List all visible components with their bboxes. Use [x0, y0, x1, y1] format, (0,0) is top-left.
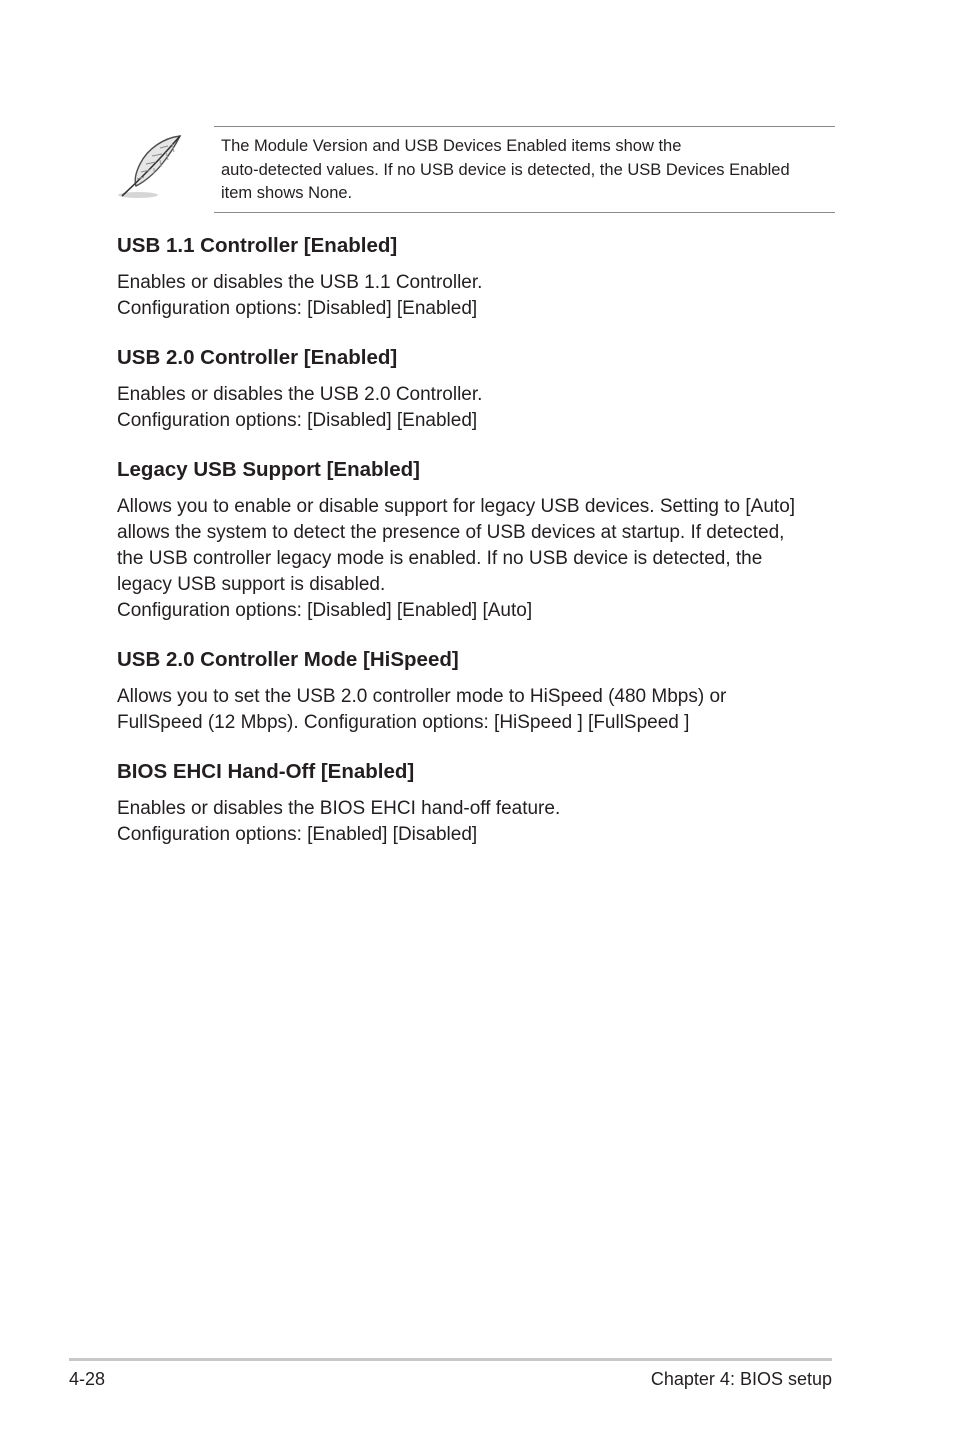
page-footer [69, 1358, 832, 1401]
note-line: auto-detected values. If no USB device is detected, the USB Devices Enabled [221, 160, 790, 179]
body-line: Configuration options: [Disabled] [Enabled] [117, 410, 478, 431]
body-line: legacy USB support is disabled. [117, 574, 386, 595]
section-body [117, 382, 837, 434]
section-body [117, 494, 837, 624]
body-line: allows the system to detect the presence of USB devices at startup. If detected, [117, 522, 785, 543]
main-content [117, 230, 837, 868]
body-line: Enables or disables the BIOS EHCI hand-off feature. [117, 798, 561, 819]
page-number: 4-28 [69, 1369, 106, 1389]
body-line: the USB controller legacy mode is enabled. If no USB device is detected, the [117, 548, 763, 569]
section-usb20-controller [117, 342, 837, 434]
section-body [117, 684, 837, 736]
body-line: Enables or disables the USB 2.0 Controller. [117, 384, 483, 405]
section-usb11-controller [117, 230, 837, 322]
section-legacy-usb-support [117, 454, 837, 624]
body-line: FullSpeed (12 Mbps). Configuration options: [HiSpeed ] [FullSpeed ] [117, 712, 690, 733]
note-callout [110, 126, 835, 213]
section-title: USB 2.0 Controller [Enabled] [117, 346, 398, 369]
section-title: BIOS EHCI Hand-Off [Enabled] [117, 760, 415, 783]
section-title: USB 1.1 Controller [Enabled] [117, 234, 398, 257]
section-body [117, 796, 837, 848]
body-line: Configuration options: [Disabled] [Enabled] [117, 298, 478, 319]
body-line: Configuration options: [Disabled] [Enabled] [Auto] [117, 600, 533, 621]
section-bios-ehci-hand-off [117, 756, 837, 848]
note-text [221, 135, 831, 206]
note-line: The Module Version and USB Devices Enabled items show the [221, 137, 682, 155]
quill-pen-icon [114, 132, 184, 202]
section-title: Legacy USB Support [Enabled] [117, 458, 420, 481]
note-line: item shows None. [221, 184, 353, 202]
body-line: Configuration options: [Enabled] [Disabled] [117, 824, 478, 845]
body-line: Enables or disables the USB 1.1 Controller. [117, 272, 483, 293]
note-box [214, 126, 835, 213]
section-body [117, 270, 837, 322]
chapter-label: Chapter 4: BIOS setup [650, 1369, 832, 1389]
section-title: USB 2.0 Controller Mode [HiSpeed] [117, 648, 459, 671]
body-line: Allows you to set the USB 2.0 controller mode to HiSpeed (480 Mbps) or [117, 686, 727, 707]
section-usb20-controller-mode [117, 644, 837, 736]
body-line: Allows you to enable or disable support for legacy USB devices. Setting to [Auto] [117, 496, 796, 517]
